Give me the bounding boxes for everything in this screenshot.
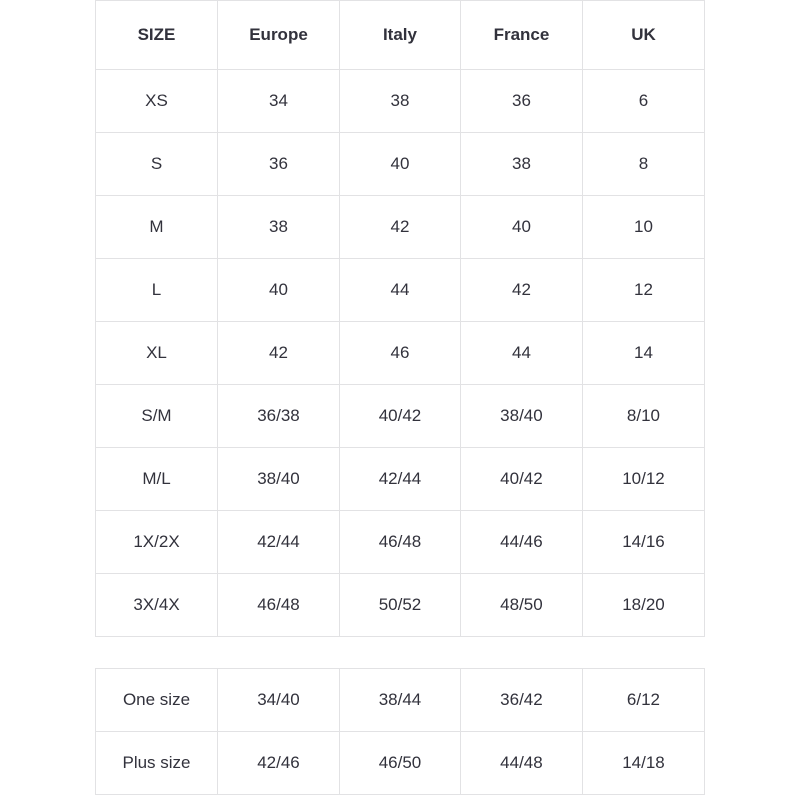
cell-europe: 46/48 [218, 574, 340, 637]
cell-italy: 38 [340, 70, 461, 133]
cell-europe: 38 [218, 196, 340, 259]
cell-italy: 42/44 [340, 448, 461, 511]
table-row [96, 511, 705, 574]
cell-italy: 42 [340, 196, 461, 259]
cell-france: 44 [460, 322, 582, 385]
column-header-italy: Italy [340, 1, 461, 70]
one-size-conversion-table [95, 668, 705, 795]
column-header-france: France [460, 1, 582, 70]
cell-italy: 46/50 [340, 732, 461, 795]
table-row [96, 385, 705, 448]
row-label: M [96, 196, 218, 259]
cell-europe: 36/38 [218, 385, 340, 448]
row-label: XS [96, 70, 218, 133]
cell-uk: 12 [582, 259, 704, 322]
column-header-uk: UK [582, 1, 704, 70]
row-label: M/L [96, 448, 218, 511]
cell-europe: 42/46 [218, 732, 340, 795]
cell-uk: 10/12 [582, 448, 704, 511]
cell-europe: 36 [218, 133, 340, 196]
cell-france: 44/48 [460, 732, 582, 795]
table-row [96, 669, 705, 732]
cell-france: 36/42 [460, 669, 582, 732]
table-row [96, 732, 705, 795]
column-header-size: SIZE [96, 1, 218, 70]
table-spacer [95, 637, 705, 668]
cell-france: 48/50 [460, 574, 582, 637]
column-header-europe: Europe [218, 1, 340, 70]
cell-italy: 40/42 [340, 385, 461, 448]
table-row [96, 259, 705, 322]
table-row [96, 448, 705, 511]
row-label: 3X/4X [96, 574, 218, 637]
row-label: Plus size [96, 732, 218, 795]
table-row [96, 322, 705, 385]
cell-europe: 34 [218, 70, 340, 133]
cell-uk: 6 [582, 70, 704, 133]
row-label: One size [96, 669, 218, 732]
table-row [96, 70, 705, 133]
cell-uk: 8 [582, 133, 704, 196]
cell-france: 38 [460, 133, 582, 196]
table-row [96, 133, 705, 196]
row-label: 1X/2X [96, 511, 218, 574]
cell-uk: 18/20 [582, 574, 704, 637]
cell-italy: 38/44 [340, 669, 461, 732]
cell-europe: 42 [218, 322, 340, 385]
cell-europe: 40 [218, 259, 340, 322]
cell-uk: 14/18 [582, 732, 704, 795]
row-label: L [96, 259, 218, 322]
cell-italy: 46/48 [340, 511, 461, 574]
cell-france: 40 [460, 196, 582, 259]
cell-europe: 38/40 [218, 448, 340, 511]
cell-uk: 10 [582, 196, 704, 259]
cell-italy: 40 [340, 133, 461, 196]
row-label: S/M [96, 385, 218, 448]
cell-france: 44/46 [460, 511, 582, 574]
cell-italy: 46 [340, 322, 461, 385]
cell-uk: 8/10 [582, 385, 704, 448]
row-label: S [96, 133, 218, 196]
size-conversion-table [95, 0, 705, 637]
cell-france: 38/40 [460, 385, 582, 448]
table-row [96, 574, 705, 637]
cell-italy: 50/52 [340, 574, 461, 637]
cell-europe: 34/40 [218, 669, 340, 732]
cell-uk: 6/12 [582, 669, 704, 732]
cell-france: 36 [460, 70, 582, 133]
cell-uk: 14/16 [582, 511, 704, 574]
cell-uk: 14 [582, 322, 704, 385]
cell-europe: 42/44 [218, 511, 340, 574]
table-row [96, 196, 705, 259]
row-label: XL [96, 322, 218, 385]
cell-france: 42 [460, 259, 582, 322]
cell-france: 40/42 [460, 448, 582, 511]
cell-italy: 44 [340, 259, 461, 322]
table-header-row [96, 1, 705, 70]
